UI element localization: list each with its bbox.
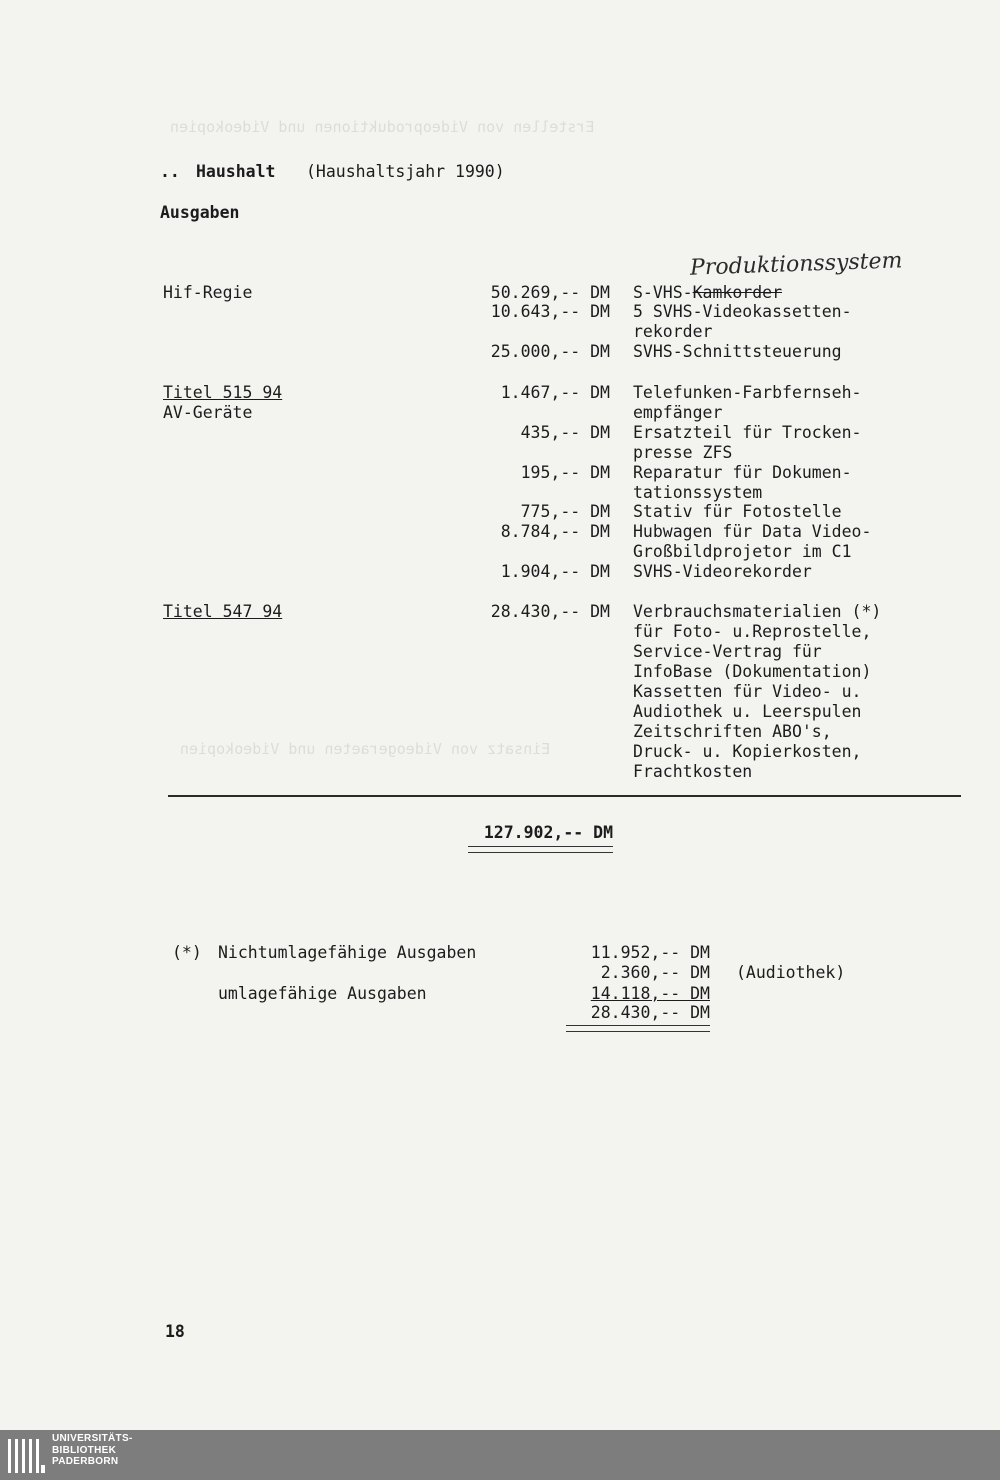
header-prefix: .. xyxy=(160,162,180,181)
entry-amount: 28.430,-- DM xyxy=(490,602,610,621)
year-note: (Haushaltsjahr 1990) xyxy=(306,162,505,181)
double-underline xyxy=(468,846,613,853)
page-title: Haushalt xyxy=(196,162,276,181)
library-name-line: BIBLIOTHEK xyxy=(52,1444,117,1456)
entry-amount: 10.643,-- DM xyxy=(490,302,610,321)
entry-description: tationssystem xyxy=(633,483,763,502)
footnote-marker: (*) xyxy=(172,943,202,962)
entry-description: Reparatur für Dokumen- xyxy=(633,463,852,482)
entry-description: Frachtkosten xyxy=(633,762,753,781)
entry-description: Audiothek u. Leerspulen xyxy=(633,702,862,721)
entry-description: Service-Vertrag für xyxy=(633,642,822,661)
divider-line xyxy=(168,795,961,797)
entry-amount: 775,-- DM xyxy=(520,502,610,521)
non-allocable-amount: 11.952,-- DM xyxy=(590,943,710,962)
entry-description: Telefunken-Farbfernseh- xyxy=(633,383,862,402)
entry-description: InfoBase (Dokumentation) xyxy=(633,662,872,681)
entry-amount: 50.269,-- DM xyxy=(490,283,610,302)
entry-amount: 1.467,-- DM xyxy=(500,383,610,402)
entry-description: Verbrauchsmaterialien (*) xyxy=(633,602,882,621)
entry-amount: 25.000,-- DM xyxy=(490,342,610,361)
entry-description: S-VHS-Kamkorder xyxy=(633,283,783,302)
allocable-label: umlagefähige Ausgaben xyxy=(218,984,427,1003)
entry-description: Zeitschriften ABO's, xyxy=(633,722,832,741)
library-name-line: UNIVERSITÄTS- xyxy=(52,1433,133,1444)
entry-description: für Foto- u.Reprostelle, xyxy=(633,622,872,641)
non-allocable-label: Nichtumlagefähige Ausgaben xyxy=(218,943,477,962)
entry-amount: 8.784,-- DM xyxy=(500,522,610,541)
entry-description: Stativ für Fotostelle xyxy=(633,502,842,521)
entry-description: Druck- u. Kopierkosten, xyxy=(633,742,862,761)
entry-label: Hif-Regie xyxy=(163,283,253,302)
section-heading: Ausgaben xyxy=(160,203,240,222)
footnote-sum: 28.430,-- DM xyxy=(590,1003,710,1022)
entry-description: SVHS-Videorekorder xyxy=(633,562,812,581)
struck-text: Kamkorder xyxy=(692,283,783,302)
bleed-through-text: Erstellen von Videoproduktionen und Videokopien xyxy=(170,118,595,136)
grand-total: 127.902,-- DM xyxy=(483,823,613,842)
entry-description: Großbildprojetor im C1 xyxy=(633,542,852,561)
entry-amount: 1.904,-- DM xyxy=(500,562,610,581)
entry-label: Titel 515 94 xyxy=(163,383,283,402)
entry-description: Hubwagen für Data Video- xyxy=(633,522,872,541)
library-name-line: PADERBORN xyxy=(52,1456,119,1467)
entry-amount: 195,-- DM xyxy=(520,463,610,482)
audiothek-amount: 2.360,-- DM xyxy=(600,963,710,982)
entry-description: 5 SVHS-Videokassetten- xyxy=(633,302,852,321)
allocable-amount: 14.118,-- DM xyxy=(590,984,710,1003)
library-name xyxy=(52,1433,133,1468)
entry-description: SVHS-Schnittsteuerung xyxy=(633,342,842,361)
entry-description: empfänger xyxy=(633,403,723,422)
library-logo-icon xyxy=(6,1435,46,1475)
entry-amount: 435,-- DM xyxy=(520,423,610,442)
entry-sublabel: AV-Geräte xyxy=(163,403,253,422)
audiothek-note: (Audiothek) xyxy=(736,963,846,982)
entry-label: Titel 547 94 xyxy=(163,602,283,621)
double-underline xyxy=(566,1025,710,1032)
library-footer xyxy=(0,1430,1000,1480)
bleed-through-text: Einsatz von Videogeraeten und Videokopien xyxy=(180,740,551,758)
entry-description: presse ZFS xyxy=(633,443,733,462)
entry-description: rekorder xyxy=(633,322,713,341)
entry-description: Kassetten für Video- u. xyxy=(633,682,862,701)
entry-description: Ersatzteil für Trocken- xyxy=(633,423,862,442)
handwritten-annotation: Produktionssystem xyxy=(689,248,903,281)
page-number: 18 xyxy=(165,1322,185,1341)
